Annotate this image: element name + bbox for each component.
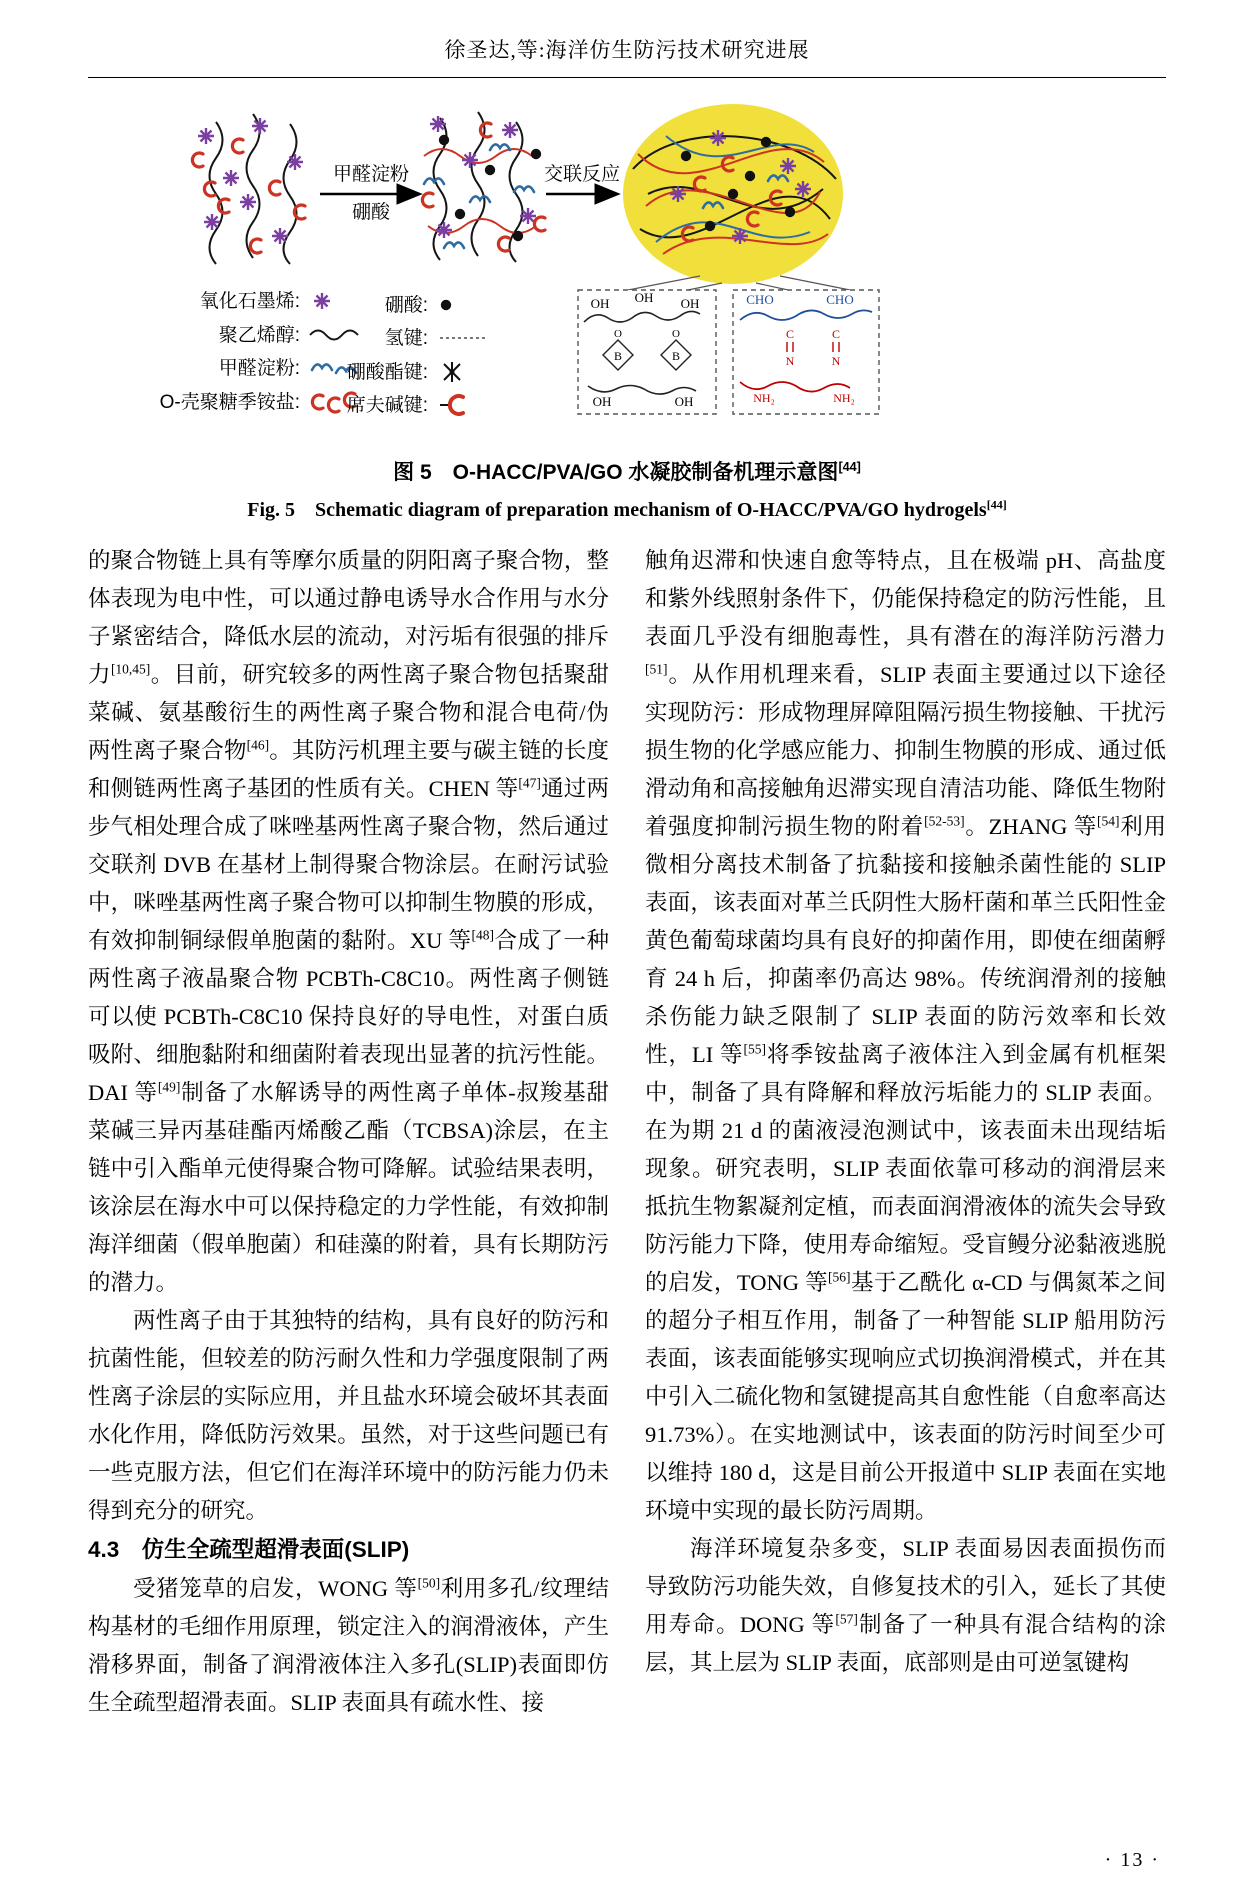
schiff-base-structure — [733, 290, 879, 414]
svg-text:C: C — [785, 327, 795, 341]
figure-caption-en-text: Fig. 5 Schematic diagram of preparation mechanism of O-HACC/PVA/GO hydrogels — [247, 499, 987, 521]
chem-oh: OH — [674, 394, 694, 409]
chem-b: B — [613, 349, 623, 363]
figure-caption-en — [88, 493, 1166, 522]
svg-text:C: C — [831, 327, 841, 341]
figure-5-schematic — [88, 94, 1166, 446]
schiff-base-icon — [440, 396, 463, 414]
chem-b: B — [671, 349, 681, 363]
legend-label-ohacc: O-壳聚糖季铵盐: — [159, 392, 300, 413]
arrow2-label: 交联反应 — [543, 164, 621, 185]
chem-oh: OH — [590, 296, 610, 311]
body-paragraph: 的聚合物链上具有等摩尔质量的阴阳离子聚合物，整体表现为电中性，可以通过静电诱导水合作用与水分子紧密结合，降低水层的流动，对污垢有很强的排斥力[10,45]。目前，研究较多的两性离子聚合物包括聚甜菜碱、氨基酸衍生的两性离子聚合物和混合电荷/伪两性离子聚合物[46]。其防污机理主要与碳主链的长度和侧链两性离子基团的性质有关。CHEN 等[47]通过两步气相处理合成了咪唑基两性离子聚合物，然后通过交联剂 DVB 在基材上制得聚合物涂层。在耐污试验中，咪唑基两性离子聚合物可以抑制生物膜的形成，有效抑制铜绿假单胞菌的黏附。XU 等[48]合成了一种两性离子液晶聚合物 PCBTh-C8C10。两性离子侧链可以使 PCBTh-C8C10 保持良好的导电性，对蛋白质吸附、细胞黏附和细菌附着表现出显著的抗污性能。DAI 等[49]制备了水解诱导的两性离子单体-叔羧基甜菜碱三异丙基硅酯丙烯酸乙酯（TCBSA)涂层，在主链中引入酯单元使得聚合物可降解。试验结果表明，该涂层在海水中可以保持稳定的力学性能，有效抑制海洋细菌（假单胞菌）和硅藻的附着，具有长期防污的潜力。 — [88, 548, 609, 1295]
body-paragraph: 受猪笼草的启发，WONG 等[50]利用多孔/纹理结构基材的毛细作用原理，锁定注入的润滑液体，产生滑移界面，制备了润滑液体注入多孔(SLIP)表面即仿生全疏型超滑表面。SLIP 表面具有疏水性、接 — [88, 1575, 609, 1715]
body-columns — [88, 542, 1166, 1722]
figure-caption-cn-text: 图 5 O-HACC/PVA/GO 水凝胶制备机理示意图 — [393, 461, 839, 484]
left-column — [88, 542, 609, 1722]
body-paragraph: 海洋环境复杂多变，SLIP 表面易因表面损伤而导致防污功能失效，自修复技术的引入，延长了其使用寿命。DONG 等[57]制备了一种具有混合结构的涂层，其上层为 SLIP 表面，底部则是由可逆氢键构 — [645, 1536, 1166, 1675]
legend-label-borate: 硼酸酯键: — [346, 362, 428, 383]
right-column — [645, 542, 1166, 1722]
body-paragraph: 触角迟滞和快速自愈等特点，且在极端 pH、高盐度和紫外线照射条件下，仍能保持稳定的防污性能，且表面几乎没有细胞毒性，具有潜在的海洋防污潜力[51]。从作用机理来看，SLIP 表面主要通过以下途径实现防污：形成物理屏障阻隔污损生物接触、干扰污损生物的化学感应能力、抑制生物膜的形成、通过低滑动角和高接触角迟滞实现自清洁功能、降低生物附着强度抑制污损生物的附着[52-53]。ZHANG 等[54]利用微相分离技术制备了抗黏接和接触杀菌性能的 SLIP 表面，该表面对革兰氏阴性大肠杆菌和革兰氏阳性金黄色葡萄球菌均具有良好的抑菌作用，即使在细菌孵育 24 h 后，抑菌率仍高达 98%。传统润滑剂的接触杀伤能力缺乏限制了 SLIP 表面的防污效率和长效性，LI 等[55]将季铵盐离子液体注入到金属有机框架中，制备了具有降解和释放污垢能力的 SLIP 表面。在为期 21 d 的菌液浸泡测试中，该表面未出现结垢现象。研究表明，SLIP 表面依靠可移动的润滑层来抵抗生物絮凝剂定植，而表面润滑液体的流失会导致防污能力下降，使用寿命缩短。受盲鳗分泌黏液逃脱的启发，TONG 等[56]基于乙酰化 α-CD 与偶氮苯之间的超分子相互作用，制备了一种智能 SLIP 船用防污表面，该表面能够实现响应式切换润滑模式，并在其中引入二硫化物和氢键提高其自愈性能（自愈率高达 91.73%）。在实地测试中，该表面的防污时间至少可以维持 180 d，这是目前公开报道中 SLIP 表面在实地环境中实现的最长防污周期。 — [645, 548, 1166, 1523]
chem-o: O — [672, 328, 680, 340]
chem-cho: CHO — [746, 292, 774, 307]
arrow1-label-top: 甲醛淀粉 — [332, 164, 410, 185]
running-header — [88, 34, 1166, 78]
running-header-text: 徐圣达,等:海洋仿生防污技术研究进展 — [444, 38, 810, 62]
section-heading: 4.3 仿生全疏型超滑表面(SLIP) — [88, 1537, 410, 1562]
figure-caption-en-ref: [44] — [986, 497, 1007, 512]
chem-nh2: NH₂ — [753, 391, 775, 405]
chem-o: O — [614, 328, 622, 340]
body-paragraph: 两性离子由于其独特的结构，具有良好的防污和抗菌性能，但较差的防污耐久性和力学强度限制了两性离子涂层的实际应用，并且盐水环境会破坏其表面水化作用，降低防污效果。虽然，对于这些问题已有一些克服方法，但它们在海洋环境中的防污能力仍未得到充分的研究。 — [88, 1308, 609, 1523]
page-number: · 13 · — [1104, 1849, 1160, 1871]
figure-5 — [88, 94, 1166, 446]
chem-oh: OH — [680, 296, 700, 311]
legend-label-go: 氧化石墨烯: — [199, 291, 300, 312]
svg-text:N: N — [831, 354, 841, 368]
legend-label-boric: 硼酸: — [384, 295, 428, 316]
legend-label-schiff: 席夫碱键: — [346, 395, 428, 416]
chem-oh: OH — [634, 290, 654, 305]
legend-label-starch: 甲醛淀粉: — [218, 358, 300, 379]
arrow1-label-bottom: 硼酸 — [351, 202, 391, 223]
borate-ester-structure — [578, 290, 716, 414]
chem-cho: CHO — [826, 292, 854, 307]
cluster-go-pva-ohacc — [192, 114, 305, 264]
legend-left — [160, 290, 358, 413]
cluster-mixed — [422, 112, 545, 262]
legend-right — [347, 294, 488, 416]
borate-bond-icon — [444, 362, 460, 382]
svg-text:N: N — [785, 354, 795, 368]
legend-label-hbond: 氢键: — [384, 328, 428, 349]
figure-caption-cn — [88, 456, 1166, 486]
chem-nh2: NH₂ — [833, 391, 855, 405]
figure-caption-cn-ref: [44] — [838, 460, 861, 474]
legend-label-pva: 聚乙烯醇: — [218, 325, 300, 346]
hydrogel-network — [623, 104, 843, 284]
chem-oh: OH — [592, 394, 612, 409]
